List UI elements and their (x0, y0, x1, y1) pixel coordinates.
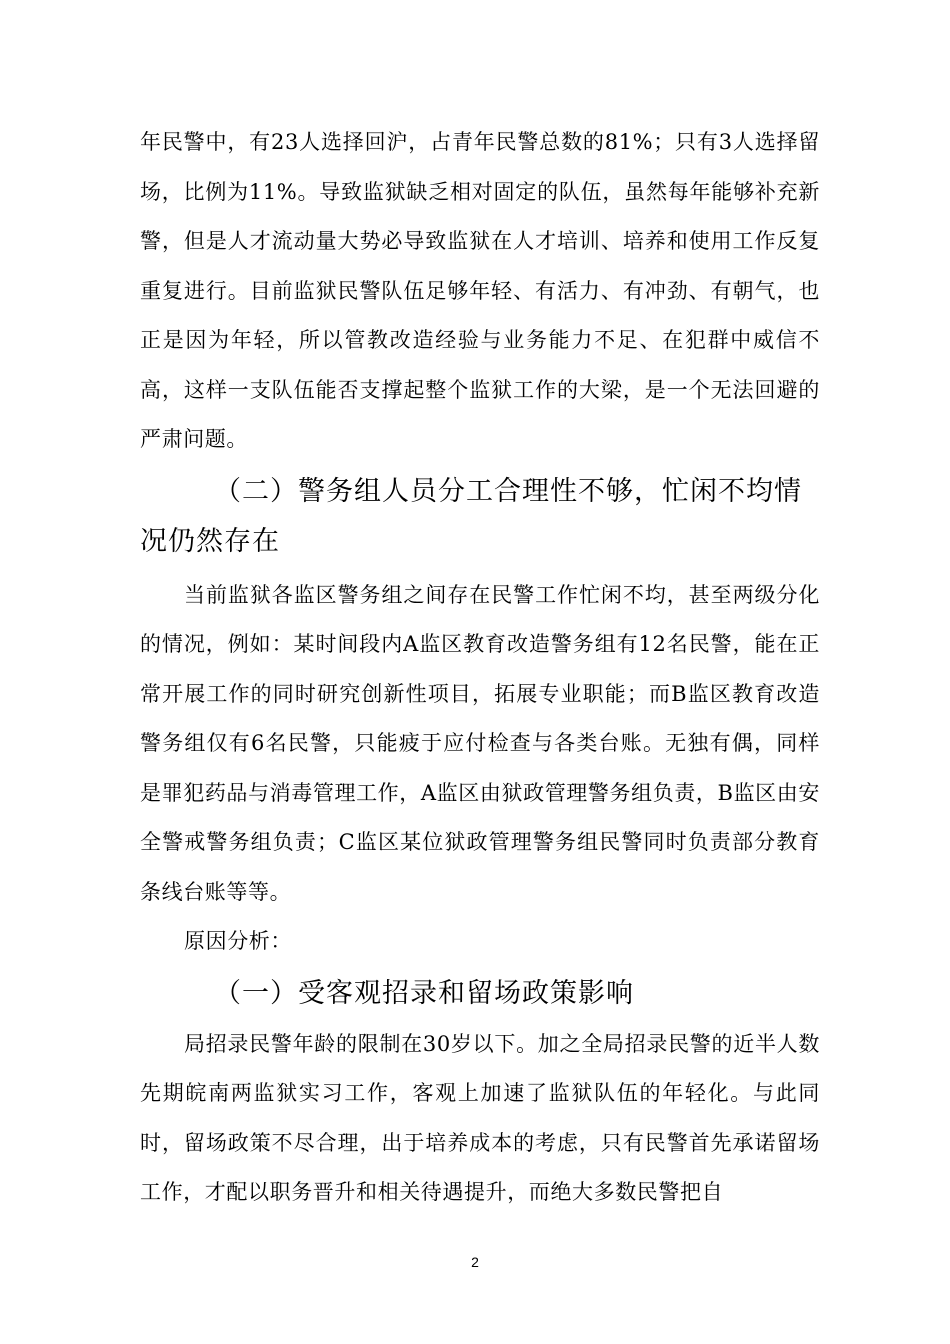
document-body (140, 118, 820, 1218)
page-number: 2 (471, 1254, 479, 1270)
paragraph-workload: 当前监狱各监区警务组之间存在民警工作忙闲不均，甚至两级分化的情况，例如：某时间段内A监区教育改造警务组有12名民警，能在正常开展工作的同时研究创新性项目，拓展专业职能；而B监区教育改造警务组仅有6名民警，只能疲于应付检查与各类台账。无独有偶，同样是罪犯药品与消毒管理工作，A监区由狱政管理警务组负责，B监区由安全警戒警务组负责；C监区某位狱政管理警务组民警同时负责部分教育条线台账等等。 (140, 582, 820, 904)
paragraph-cause-analysis: 原因分析： (184, 929, 292, 953)
section-heading-1: （一）受客观招录和留场政策影响 (214, 977, 634, 1009)
paragraph-continued: 年民警中，有23人选择回沪，占青年民警总数的81%；只有3人选择留场，比例为11%。导致监狱缺乏相对固定的队伍，虽然每年能够补充新警，但是人才流动量大势必导致监狱在人才培训、培养和使用工作反复重复进行。目前监狱民警队伍足够年轻、有活力、有冲劲、有朝气，也正是因为年轻，所以管教改造经验与业务能力不足、在犯群中威信不高，这样一支队伍能否支撑起整个监狱工作的大梁，是一个无法回避的严肃问题。 (140, 130, 820, 451)
paragraph-recruitment: 局招录民警年龄的限制在30岁以下。加之全局招录民警的近半人数先期皖南两监狱实习工作，客观上加速了监狱队伍的年轻化。与此同时，留场政策不尽合理，出于培养成本的考虑，只有民警首先承诺留场工作，才配以职务晋升和相关待遇提升，而绝大多数民警把自 (140, 1031, 820, 1204)
section-heading-2: （二）警务组人员分工合理性不够，忙闲不均情况仍然存在 (140, 475, 802, 557)
